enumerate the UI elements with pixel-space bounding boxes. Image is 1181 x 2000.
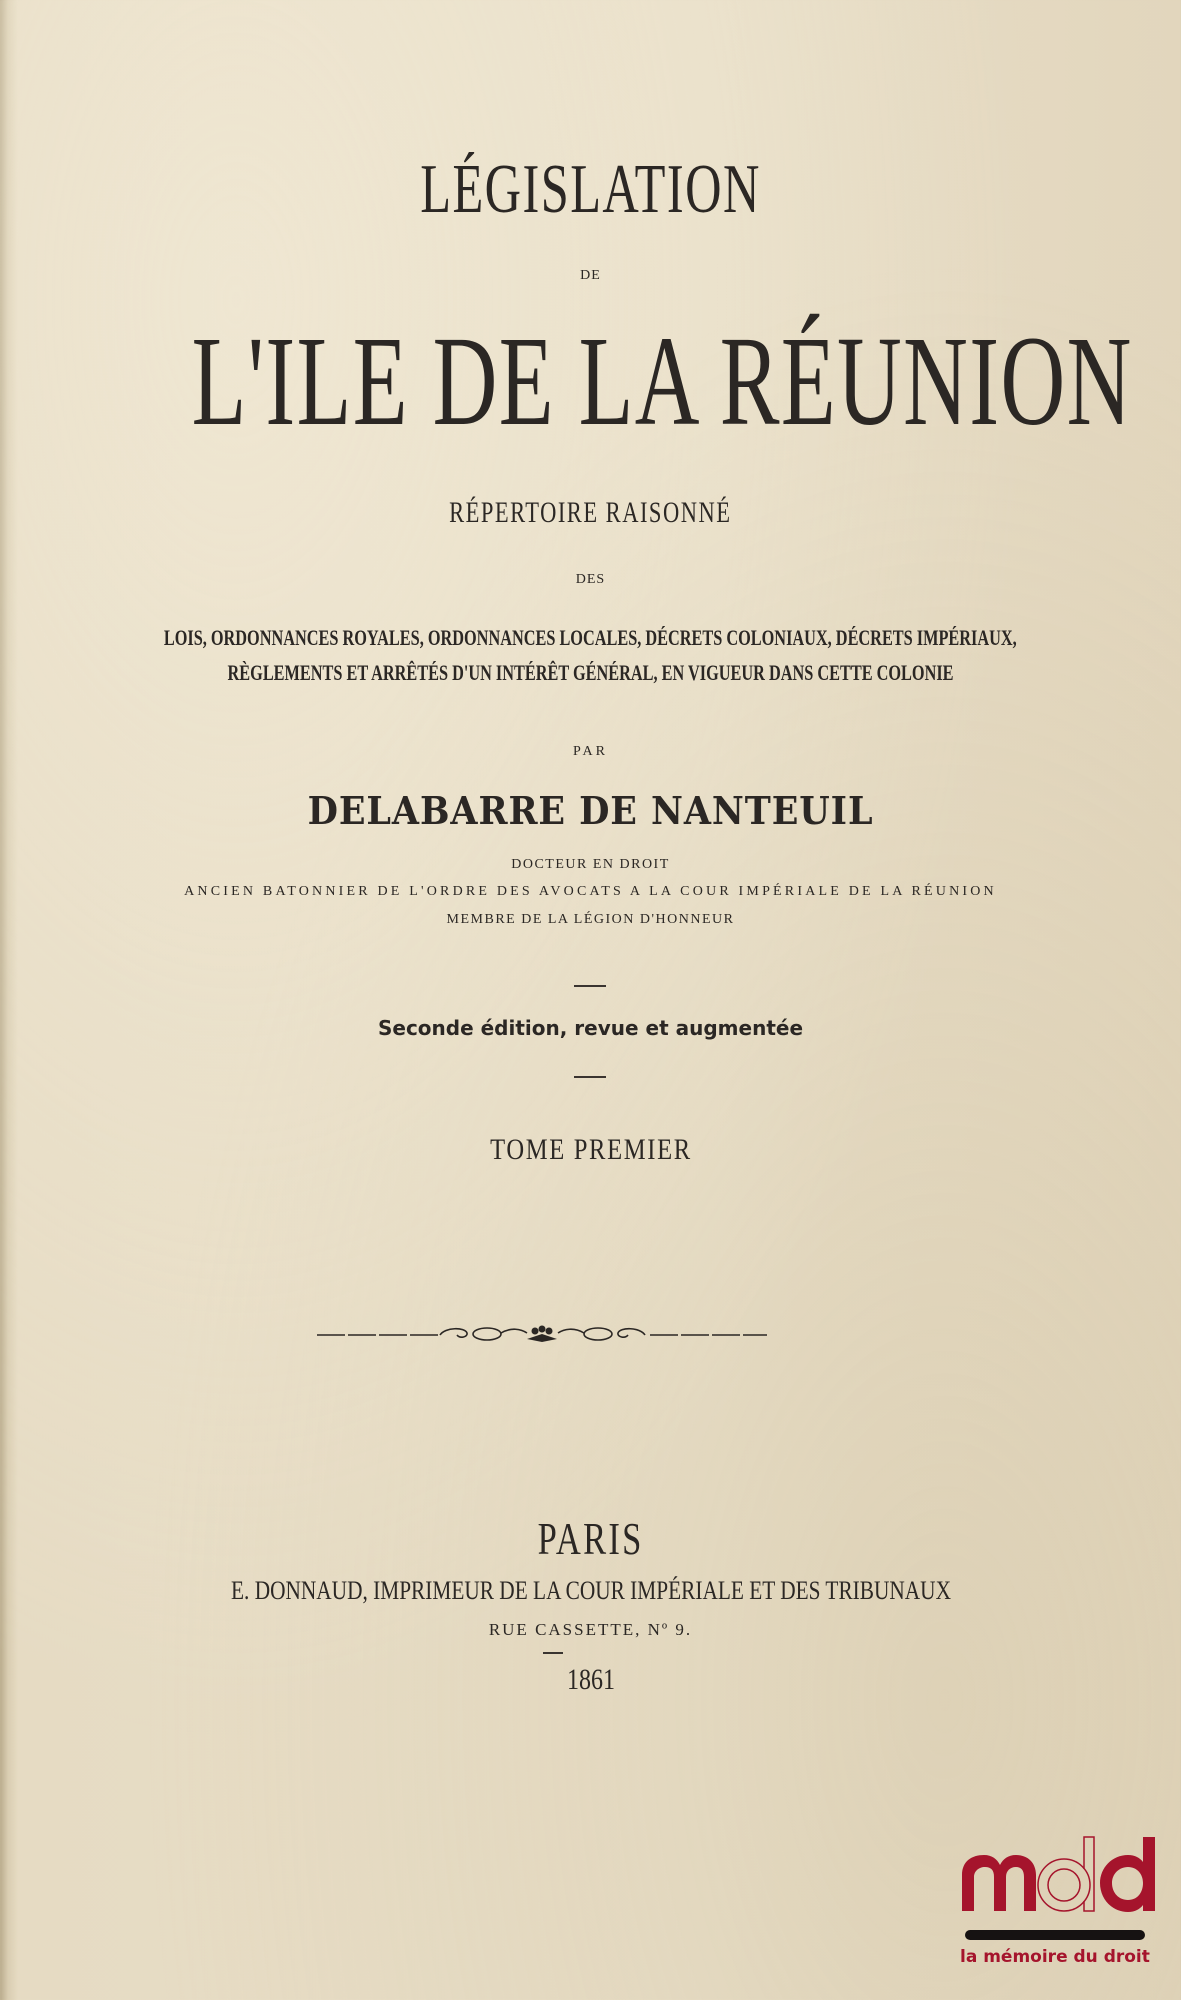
imprint-address: RUE CASSETTE, Nº 9. <box>488 1620 693 1639</box>
logo-tagline: la mémoire du droit <box>960 1947 1150 1967</box>
imprint-city: PARIS <box>537 1513 644 1564</box>
contents-line-1: LOIS, ORDONNANCES ROYALES, ORDONNANCES LOCALES, DÉCRETS COLONIAUX, DÉCRETS IMPÉRIAUX, <box>164 625 1017 650</box>
fleuron-ornament-icon <box>315 1323 770 1347</box>
logo-underline <box>965 1930 1145 1940</box>
connector-de: DE <box>580 268 601 283</box>
mdd-logo-icon <box>960 1835 1160 1915</box>
divider-rule <box>574 1076 606 1078</box>
author-title-1: DOCTEUR EN DROIT <box>511 857 670 872</box>
divider-rule <box>543 1652 563 1654</box>
imprint-printer: E. DONNAUD, IMPRIMEUR DE LA COUR IMPÉRIALE ET DES TRIBUNAUX <box>230 1576 951 1605</box>
by-label: PAR <box>573 744 608 759</box>
connector-des: DES <box>575 572 606 587</box>
author-name: DELABARRE DE NANTEUIL <box>307 788 874 833</box>
title-main: L'ILE DE LA RÉUNION <box>191 310 1133 452</box>
title-top: LÉGISLATION <box>420 151 761 228</box>
mdd-logo <box>960 1835 1160 1975</box>
author-title-2: ANCIEN BATONNIER DE L'ORDRE DES AVOCATS A LA COUR IMPÉRIALE DE LA RÉUNION <box>184 884 997 899</box>
edition-statement: Seconde édition, revue et augmentée <box>377 1016 804 1040</box>
contents-line-2: RÈGLEMENTS ET ARRÊTÉS D'UN INTÉRÊT GÉNÉRAL, EN VIGUEUR DANS CETTE COLONIE <box>227 660 954 685</box>
subtitle: RÉPERTOIRE RAISONNÉ <box>449 496 732 529</box>
author-title-3: MEMBRE DE LA LÉGION D'HONNEUR <box>446 912 735 927</box>
volume-label: TOME PREMIER <box>489 1133 692 1166</box>
divider-rule <box>574 985 606 987</box>
imprint-year: 1861 <box>566 1663 615 1696</box>
